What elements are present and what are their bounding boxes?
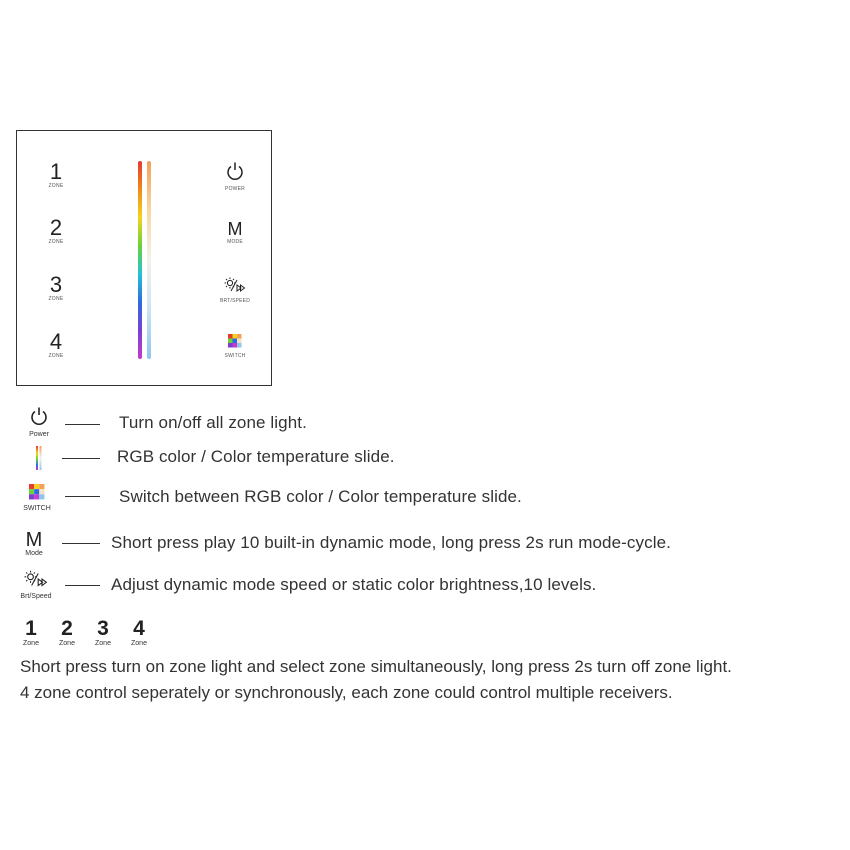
legend-slider-icon-block (19, 446, 59, 475)
zone-3-key[interactable] (36, 274, 76, 302)
switch-label: SWITCH (224, 353, 246, 359)
zone-label: ZONE (48, 239, 64, 245)
zone-label: Zone (59, 640, 75, 647)
rgb-color-slider[interactable] (138, 161, 142, 359)
legend-divider (65, 424, 100, 425)
zone-label: ZONE (48, 183, 64, 189)
legend-slider-text: RGB color / Color temperature slide. (117, 447, 395, 466)
legend-power-text: Turn on/off all zone light. (119, 413, 307, 432)
zone-4-key[interactable] (36, 331, 76, 359)
zone-label: ZONE (48, 296, 64, 302)
zone-number: 2 (49, 215, 63, 240)
zone-number: 2 (61, 617, 73, 640)
zone-2-key[interactable] (36, 217, 76, 245)
legend-brt-label: Brt/Speed (20, 593, 52, 600)
mode-label: MODE (227, 239, 243, 245)
legend-mode-icon-block (14, 530, 54, 558)
zone-label: ZONE (48, 353, 64, 359)
zone-number: 4 (133, 617, 145, 640)
legend-divider (62, 458, 100, 459)
mode-icon: M (25, 529, 43, 551)
zone-1-key (16, 618, 46, 648)
zone-number: 4 (49, 329, 63, 354)
color-switch-icon (228, 334, 242, 348)
zone-label: Zone (131, 640, 147, 647)
zone-label: Zone (95, 640, 111, 647)
power-label: POWER (225, 186, 245, 192)
legend-divider (65, 496, 100, 497)
mode-key[interactable] (215, 220, 255, 245)
mode-glyph: M (227, 219, 243, 239)
color-slider-icon (35, 446, 43, 470)
brt-speed-label: BRT/SPEED (219, 298, 251, 304)
zone-3-key (88, 618, 118, 648)
zone-number: 3 (97, 617, 109, 640)
brightness-speed-icon (224, 277, 246, 293)
legend-divider (62, 543, 100, 544)
zone-4-key (124, 618, 154, 648)
legend-switch-text: Switch between RGB color / Color temperature slide. (119, 487, 522, 506)
power-icon (226, 161, 244, 181)
legend-brt-icon-block (16, 570, 56, 601)
legend-power-icon-block (19, 406, 59, 439)
zone-number: 1 (49, 159, 63, 184)
zone-description-line-2: 4 zone control seperately or synchronously, each zone could control multiple receivers. (20, 683, 673, 702)
zone-2-key (52, 618, 82, 648)
color-switch-icon (29, 484, 45, 500)
power-key[interactable] (215, 161, 255, 192)
legend-mode-label: Mode (25, 550, 43, 557)
legend-power-label: Power (29, 431, 49, 438)
brightness-speed-icon (24, 570, 48, 588)
legend-switch-label: SWITCH (23, 505, 51, 512)
color-temperature-slider[interactable] (147, 161, 151, 359)
zone-description-line-1: Short press turn on zone light and select zone simultaneously, long press 2s turn off zone light. (20, 657, 732, 676)
zone-number: 3 (49, 272, 63, 297)
legend-mode-text: Short press play 10 built-in dynamic mode, long press 2s run mode-cycle. (111, 533, 671, 552)
switch-key[interactable] (215, 334, 255, 359)
power-icon (30, 406, 48, 426)
zone-number: 1 (25, 617, 37, 640)
zone-1-key[interactable] (36, 161, 76, 189)
legend-switch-icon-block (17, 484, 57, 513)
brt-speed-key[interactable] (215, 277, 255, 304)
zone-label: Zone (23, 640, 39, 647)
legend-divider (65, 585, 100, 586)
legend-brt-text: Adjust dynamic mode speed or static color brightness,10 levels. (111, 575, 597, 594)
touch-panel (16, 130, 272, 386)
